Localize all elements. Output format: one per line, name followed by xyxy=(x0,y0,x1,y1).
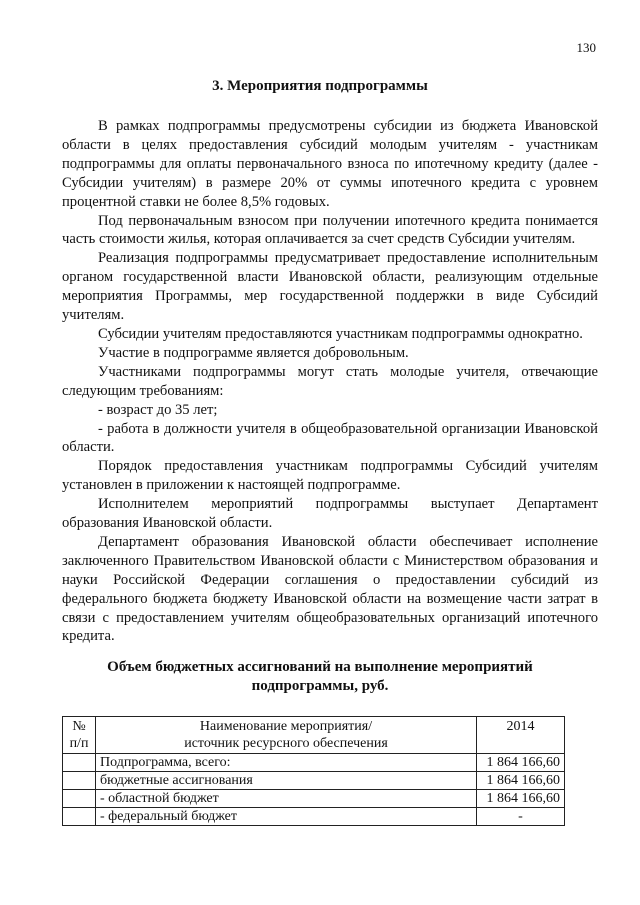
table-row xyxy=(63,808,565,826)
table-title-line1: Объем бюджетных ассигнований на выполнение мероприятий xyxy=(107,659,533,675)
table-row xyxy=(63,754,565,772)
row-name: - областной бюджет xyxy=(96,790,477,808)
table-row xyxy=(63,772,565,790)
paragraph: В рамках подпрограммы предусмотрены субсидии из бюджета Ивановской области в целях предоставления субсидий молодым учителям - участникам подпрограммы для оплаты первоначального взноса по ипотечному кредиту (далее - Субсидии учителям) в размере 20% от суммы ипотечного кредита с уровнем процентной ставки не более 8,5% годовых. xyxy=(62,118,598,210)
body-text xyxy=(62,117,598,646)
row-name: Подпрограмма, всего: xyxy=(96,754,477,772)
paragraph: Департамент образования Ивановской области обеспечивает исполнение заключенного Правительством Ивановской области с Министерством образования и науки Российской Федерации соглашения о предоставлении субсидий из федерального бюджета бюджету Ивановской области на возмещение части затрат в связи с предоставлением учителям общеобразовательных организаций ипотечного кредита. xyxy=(62,533,598,645)
paragraph: Порядок предоставления участникам подпрограммы Субсидий учителям установлен в приложении к настоящей подпрограмме. xyxy=(62,458,598,494)
row-num xyxy=(63,790,96,808)
header-num: № п/п xyxy=(63,717,96,754)
row-name: бюджетные ассигнования xyxy=(96,772,477,790)
paragraph: Участие в подпрограмме является добровольным. xyxy=(98,344,409,361)
table-header-row xyxy=(63,717,565,754)
table-row xyxy=(63,790,565,808)
row-value: 1 864 166,60 xyxy=(477,754,565,772)
header-name: Наименование мероприятия/ источник ресурсного обеспечения xyxy=(96,717,477,754)
row-num xyxy=(63,772,96,790)
paragraph: Исполнителем мероприятий подпрограммы выступает Департамент образования Ивановской области. xyxy=(62,496,598,532)
section-title: 3. Мероприятия подпрограммы xyxy=(212,78,428,94)
paragraph: - работа в должности учителя в общеобразовательной организации Ивановской области. xyxy=(62,420,598,456)
row-value: 1 864 166,60 xyxy=(477,790,565,808)
paragraph: Реализация подпрограммы предусматривает предоставление исполнительным органом государственной власти Ивановской области, реализующим отдельные мероприятия Программы, мер государственной поддержки в виде Субсидий учителям. xyxy=(62,250,598,324)
paragraph: Участниками подпрограммы могут стать молодые учителя, отвечающие следующим требованиям: xyxy=(62,363,598,399)
row-num xyxy=(63,808,96,826)
row-name: - федеральный бюджет xyxy=(96,808,477,826)
row-value: - xyxy=(477,808,565,826)
paragraph: - возраст до 35 лет; xyxy=(98,401,218,418)
header-year: 2014 xyxy=(477,717,565,754)
paragraph: Под первоначальным взносом при получении ипотечного кредита понимается часть стоимости жилья, которая оплачивается за счет средств Субсидии учителям. xyxy=(62,212,598,248)
budget-table xyxy=(62,716,565,826)
table-title-line2: подпрограммы, руб. xyxy=(251,678,389,694)
table-title xyxy=(0,658,640,696)
page-number: 130 xyxy=(576,40,596,55)
row-num xyxy=(63,754,96,772)
row-value: 1 864 166,60 xyxy=(477,772,565,790)
paragraph: Субсидии учителям предоставляются участникам подпрограммы однократно. xyxy=(98,325,583,342)
